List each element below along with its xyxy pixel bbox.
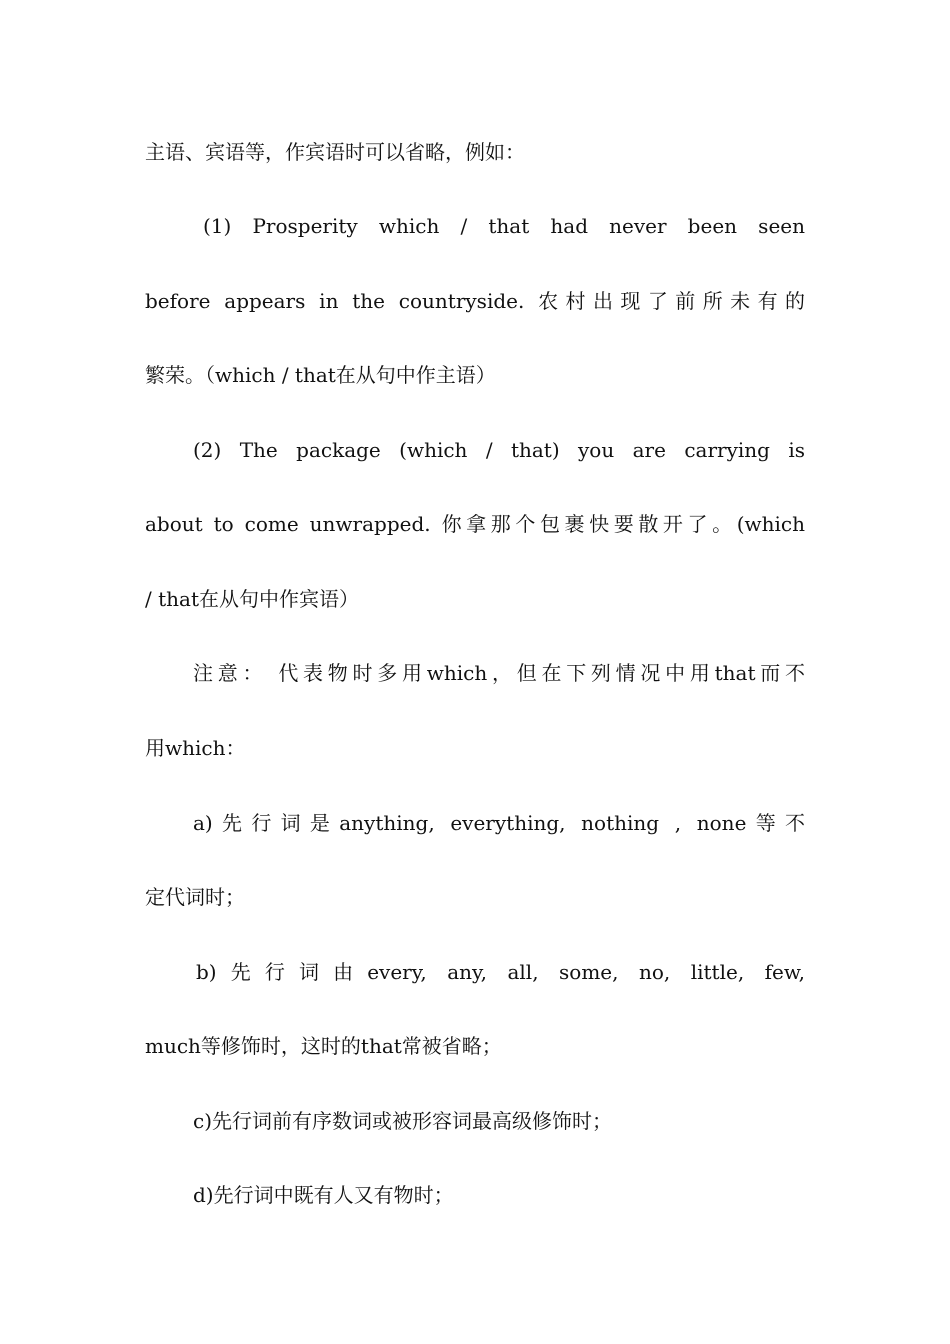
text-line-1: 主语、宾语等，作宾语时可以省略，例如： xyxy=(145,140,525,164)
example-2-line-3: / that在从句中作宾语） xyxy=(145,587,359,611)
note-line-2: 用which： xyxy=(145,736,246,760)
note-line-1: 注意： 代表物时多用which，但在下列情况中用that而不 xyxy=(193,661,805,685)
rule-a-line-2: 定代词时； xyxy=(145,885,245,909)
example-2-line-1: (2) The package (which / that) you are carrying is xyxy=(193,438,805,462)
example-1-line-3: 繁荣。（which / that在从句中作主语） xyxy=(145,363,496,387)
rule-d-line: d)先行词中既有人又有物时； xyxy=(193,1183,454,1207)
rule-b-line-2: much等修饰时，这时的that常被省略； xyxy=(145,1034,502,1058)
rule-b-line-1: b)先行词由every, any, all, some, no, little, few, xyxy=(196,960,805,984)
example-1-line-2: before appears in the countryside. 农村出现了前所未有的 xyxy=(145,289,805,313)
example-1-line-1: (1) Prosperity which / that had never been seen xyxy=(203,214,805,238)
example-2-line-2: about to come unwrapped. 你拿那个包裹快要散开了。(which xyxy=(145,512,805,536)
rule-a-line-1: a)先行词是anything, everything, nothing , none等不 xyxy=(193,811,805,835)
rule-c-line: c)先行词前有序数词或被形容词最高级修饰时； xyxy=(193,1109,613,1133)
